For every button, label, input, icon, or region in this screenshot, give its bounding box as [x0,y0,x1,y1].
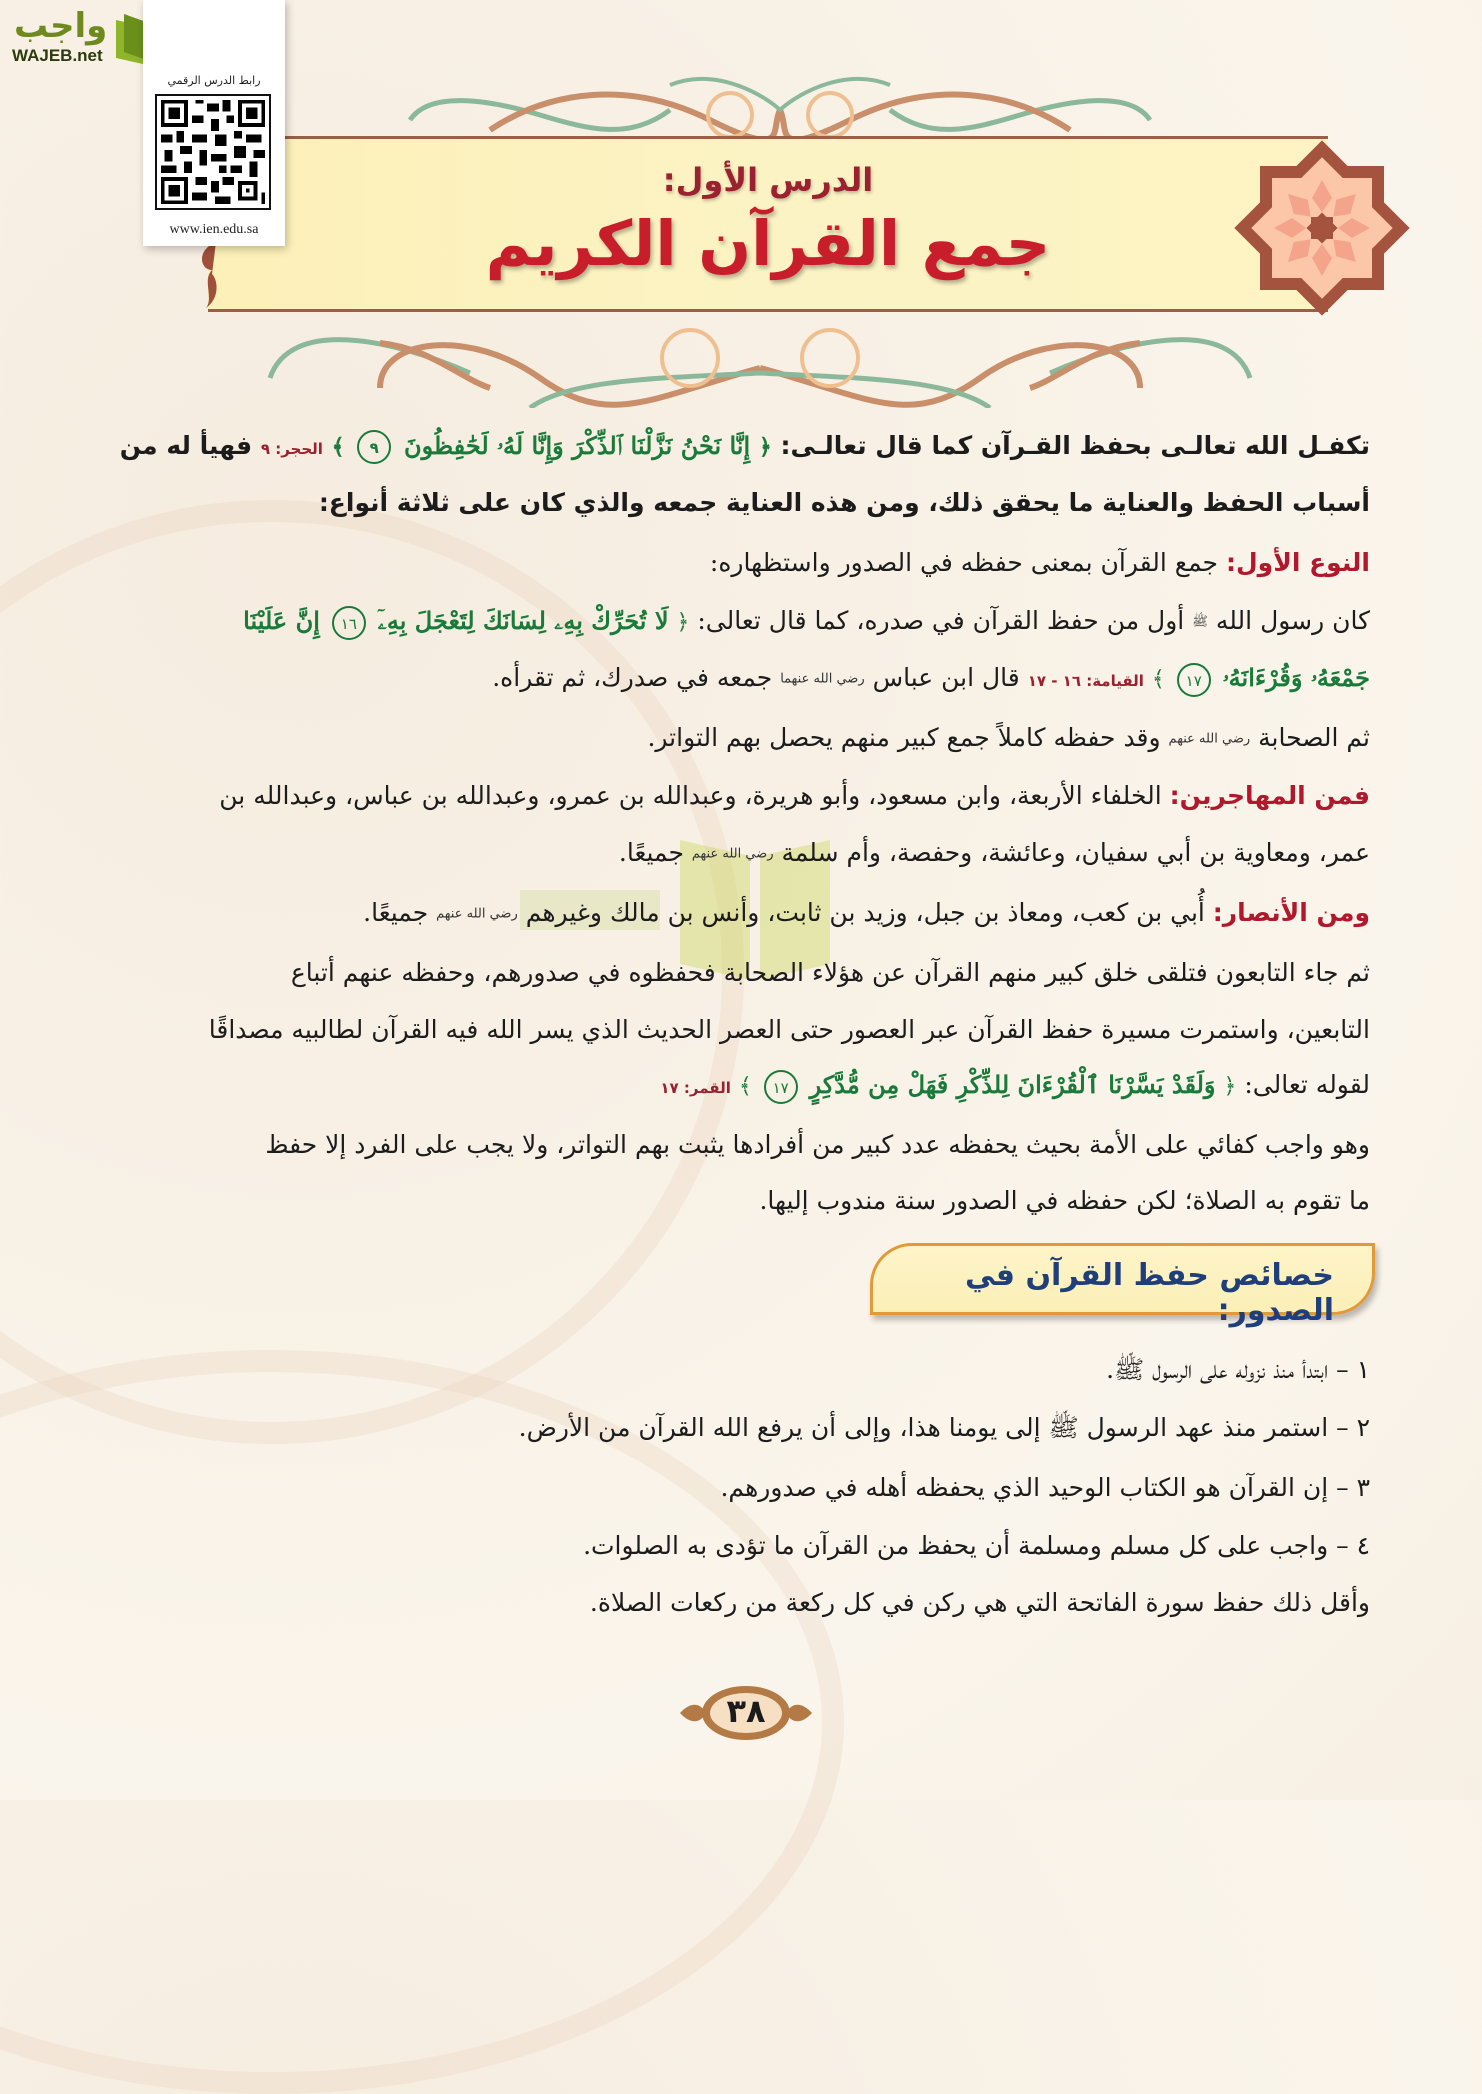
radiallahu-honorific: رضي الله عنهما [780,671,865,687]
type1-text: وقد حفظه كاملاً جمع كبير منهم يحصل بهم التواتر. [647,723,1161,752]
tabieen-line-2: التابعين، واستمرت مسيرة حفظ القرآن عبر العصور حتى العصر الحديث الذي يسر الله فيه القرآن لطالبيه مصداقًا [208,1015,1370,1044]
ayah-number: ١٦ [332,606,366,640]
ayah-number: ١٧ [1177,663,1211,697]
intro-line-1 [119,428,1370,467]
feature-text: إن القرآن هو الكتاب الوحيد الذي يحفظه أهله في صدورهم. [720,1473,1329,1502]
surah-reference: القمر: ١٧ [660,1079,731,1097]
islamic-star-ornament-icon [1232,138,1412,318]
type1-text: قال ابن عباس [872,663,1020,692]
tabieen-line-3 [140,1067,1370,1106]
radiallahu-honorific: رضي الله عنهم [1168,731,1251,747]
feature-item [1106,1352,1370,1388]
muhajirun-text: جميعًا. [618,838,684,867]
muhajirun-line-2 [140,835,1370,873]
qr-code-card[interactable] [143,0,285,246]
ansar-text: أُبي بن كعب، ومعاذ بن جبل، وزيد بن ثابت، وأنس بن مالك وغيرهم [525,898,1205,927]
ansar-line [140,895,1370,933]
type1-text: كان رسول الله [1215,606,1370,635]
type1-line-2 [140,603,1370,641]
type1-text: جمع القرآن بمعنى حفظه في الصدور واستظهاره: [709,548,1219,577]
feature-number: ٣ – [1336,1473,1370,1502]
feature-text: واجب على كل مسلم ومسلمة أن يحفظ من القرآن ما تؤدى به الصلوات. [583,1531,1329,1560]
feature-number: ٤ – [1336,1531,1370,1560]
ayah-number: ٩ [357,430,391,464]
ansar-label: ومن الأنصار: [1212,898,1370,927]
qr-code-icon[interactable] [155,94,271,210]
qr-label: رابط الدرس الرقمي [167,74,261,87]
quran-bracket-close-icon: ﴾ [331,435,345,460]
muhajirun-line-1 [140,778,1370,814]
quran-bracket-open-icon: ﴿ [758,435,772,460]
intro-line-2: أسباب الحفظ والعناية ما يحقق ذلك، ومن هذه العناية جمعه والذي كان على ثلاثة أنواع: [318,488,1370,517]
type1-line-4 [140,720,1370,758]
lesson-title: جمع القرآن الكريم [485,207,1051,280]
tabieen-line-1: ثم جاء التابعون فتلقى خلق كبير منهم القرآن عن هؤلاء الصحابة فحفظوه في صدورهم، وحفظه عنهم أتباع [290,958,1370,987]
wajib-line-1: وهو واجب كفائي على الأمة بحيث يحفظه عدد كبير من أفرادها يثبت بهم التواتر، ولا يجب على الفرد إلا حفظ [265,1130,1370,1159]
quran-verse: وَلَقَدْ يَسَّرْنَا ٱلْقُرْءَانَ لِلذِّكْرِ فَهَلْ مِن مُّدَّكِرٍ [809,1070,1216,1099]
quran-verse: إِنَّا نَحْنُ نَزَّلْنَا ٱلذِّكْرَ وَإِنَّا لَهُۥ لَحَٰفِظُونَ [403,431,751,460]
tabieen-text: لقوله تعالى: [1244,1070,1370,1099]
lesson-subtitle: الدرس الأول: [662,161,874,199]
lesson-title-banner [208,136,1328,312]
muhajirun-label: فمن المهاجرين: [1169,781,1370,810]
ayah-number: ١٧ [764,1070,798,1104]
feature-text: ابتدأ منذ نزوله على الرسول ﷺ. [1106,1355,1329,1384]
qr-url[interactable]: www.ien.edu.sa [169,222,259,237]
intro-text: تكفـل الله تعالـى بحفظ القـرآن كما قال تعالـى: [780,431,1370,460]
quran-bracket-open-icon: ﴿ [676,610,690,635]
muhajirun-text: الخلفاء الأربعة، وابن مسعود، وأبو هريرة، وعبدالله بن عمرو، وعبدالله بن عباس، وعبدالله بن [219,781,1162,810]
quran-verse: جَمْعَهُۥ وَقُرْءَانَهُۥ [1222,663,1370,692]
quran-bracket-close-icon: ﴾ [738,1074,752,1099]
type1-heading-line [140,545,1370,581]
page-number: ٣٨ [726,1692,766,1730]
page-number-badge [676,1682,816,1744]
type1-line-3 [140,660,1370,699]
muhajirun-text: عمر، ومعاوية بن أبي سفيان، وعائشة، وحفصة، وأم سلمة [781,838,1370,867]
logo-arabic-text: واجب [14,6,108,46]
radiallahu-honorific: رضي الله عنهم [436,906,518,922]
type1-text: ثم الصحابة [1258,723,1370,752]
bottom-flourish-ornament [230,318,1290,408]
logo-latin-text: WAJEB.net [12,46,103,65]
quran-bracket-close-icon: ﴾ [1151,667,1165,692]
type1-text: جمعه في صدرك، ثم تقرأه. [492,663,773,692]
scroll-ornament-icon [196,240,226,310]
quran-bracket-open-icon: ﴿ [1223,1074,1237,1099]
feature-item [720,1470,1370,1506]
feature-number: ٢ – [1336,1413,1370,1442]
top-flourish-ornament [370,70,1190,138]
radiallahu-honorific: رضي الله عنهم [691,846,774,862]
ansar-text: جميعًا. [363,898,429,927]
quran-verse: لَا تُحَرِّكْ بِهِۦ لِسَانَكَ لِتَعْجَلَ بِهِۦٓ [377,606,669,635]
feature-item [583,1528,1370,1564]
wajib-line-2: ما تقوم به الصلاة؛ لكن حفظه في الصدور سنة مندوب إليها. [759,1186,1370,1215]
surah-reference: الحجر: ٩ [260,440,323,458]
intro-tail: فهيأ له من [119,431,253,460]
quran-verse: إِنَّ عَلَيْنَا [243,606,320,635]
feature-text: استمر منذ عهد الرسول ﷺ إلى يومنا هذا، وإلى أن يرفع الله القرآن من الأرض. [518,1413,1329,1442]
feature-number: ١ – [1336,1355,1370,1384]
salawat-honorific: ﷺ [1192,614,1208,630]
section-heading-box [870,1243,1375,1328]
section-title: خصائص حفظ القرآن في الصدور: [965,1258,1334,1328]
closing-note: وأقل ذلك حفظ سورة الفاتحة التي هي ركن في كل ركعة من ركعات الصلاة. [589,1588,1370,1617]
type1-text: أول من حفظ القرآن في صدره، كما قال تعالى: [697,606,1185,635]
surah-reference: القيامة: ١٦ - ١٧ [1027,672,1144,690]
type1-label: النوع الأول: [1225,548,1370,577]
feature-item [519,1410,1370,1446]
